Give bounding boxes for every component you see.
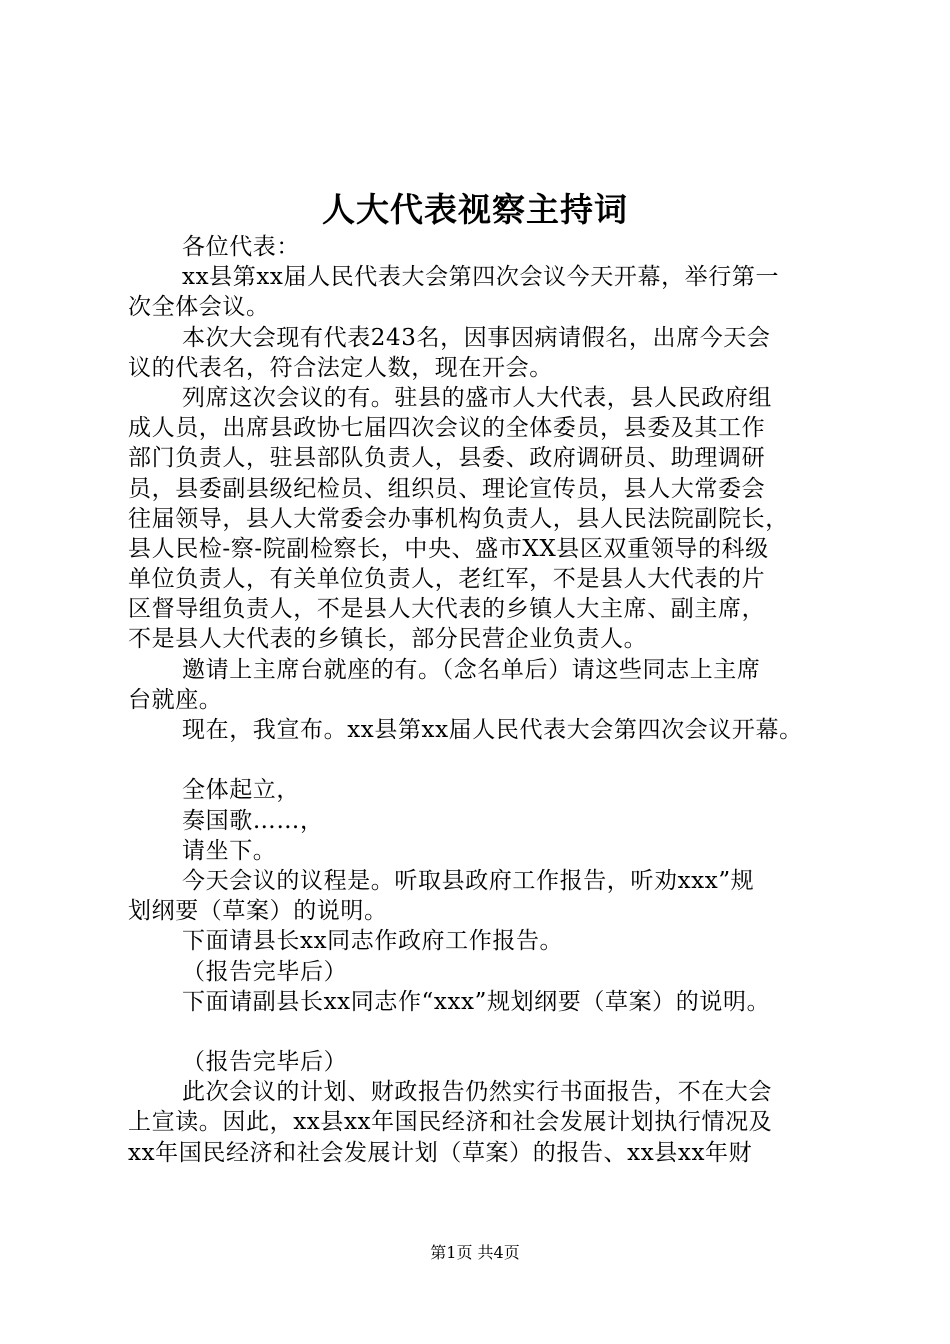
paragraph-line: 议的代表名，符合法定人数，现在开会。 xyxy=(128,354,553,381)
page-footer: 第1页 共4页 xyxy=(430,1243,520,1262)
paragraph-line: 部门负责人，驻县部队负责人，县委、政府调研员、助理调研 xyxy=(128,445,766,472)
paragraph-line: 划纲要（草案）的说明。 xyxy=(128,898,388,925)
document-title: 人大代表视察主持词 xyxy=(322,190,628,229)
paragraph-line: 奏国歌……， xyxy=(182,807,324,834)
paragraph-line: 请坐下。 xyxy=(182,837,277,864)
paragraph-line: 今天会议的议程是。听取县政府工作报告，听劝xxx”规 xyxy=(182,867,755,894)
blank-line xyxy=(128,1017,848,1047)
paragraph-line: 此次会议的计划、财政报告仍然实行书面报告，不在大会 xyxy=(182,1079,772,1106)
paragraph-line: 上宣读。因此，xx县xx年国民经济和社会发展计划执行情况及 xyxy=(128,1109,773,1136)
paragraph-line: 下面请县长xx同志作政府工作报告。 xyxy=(182,928,564,955)
salutation-line: 各位代表： xyxy=(182,234,300,260)
paragraph-line: （报告完毕后） xyxy=(182,958,348,985)
paragraph-line: xx县第xx届人民代表大会第四次会议今天开幕，举行第一 xyxy=(182,264,780,291)
paragraph-line: 列席这次会议的有。驻县的盛市人大代表，县人民政府组 xyxy=(182,384,772,411)
paragraph-line: 现在，我宣布。xx县第xx届人民代表大会第四次会议开幕。 xyxy=(182,717,803,743)
document-body xyxy=(128,232,848,1168)
blank-line xyxy=(128,745,848,775)
paragraph-line: 员，县委副县级纪检员、组织员、理论宣传员，县人大常委会 xyxy=(128,475,766,502)
paragraph-line: 邀请上主席台就座的有。（念名单后）请这些同志上主席 xyxy=(182,656,761,683)
paragraph-line: 往届领导，县人大常委会办事机构负责人，县人民法院副院长， xyxy=(128,505,789,532)
paragraph-line: （报告完毕后） xyxy=(182,1049,348,1076)
paragraph-line: 成人员，出席县政协七届四次会议的全体委员，县委及其工作 xyxy=(128,415,766,442)
paragraph-line: xx年国民经济和社会发展计划（草案）的报告、xx县xx年财 xyxy=(128,1139,753,1166)
paragraph-line: 县人民检-察-院副检察长，中央、盛市XX县区双重领导的科级 xyxy=(128,535,769,562)
paragraph-line: 全体起立， xyxy=(182,777,300,804)
paragraph-line: 不是县人大代表的乡镇长，部分民营企业负责人。 xyxy=(128,626,648,653)
paragraph-line: 次全体会议。 xyxy=(128,294,270,321)
paragraph-line: 台就座。 xyxy=(128,686,223,713)
paragraph-line: 区督导组负责人，不是县人大代表的乡镇人大主席、副主席， xyxy=(128,596,766,623)
paragraph-line: 下面请副县长xx同志作“xxx”规划纲要（草案）的说明。 xyxy=(182,988,771,1015)
paragraph-line: 本次大会现有代表243名，因事因病请假名，出席今天会 xyxy=(182,324,771,351)
paragraph-line: 单位负责人，有关单位负责人，老红军，不是县人大代表的片 xyxy=(128,566,766,593)
